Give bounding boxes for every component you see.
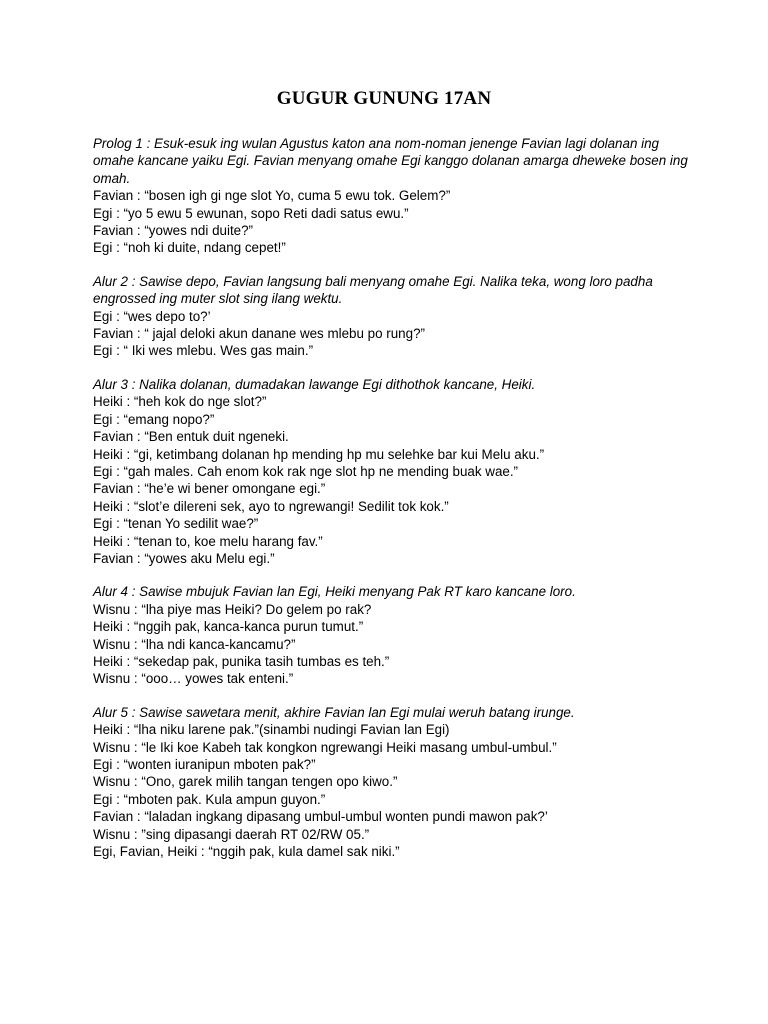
dialogue-line: Heiki : “nggih pak, kanca-kanca purun tumut.” bbox=[93, 619, 364, 635]
section-alur-5 bbox=[93, 704, 693, 861]
dialogue-line: Egi : “tenan Yo sedilit wae?” bbox=[93, 516, 259, 532]
dialogue-line: Heiki : “lha niku larene pak.”(sinambi nudingi Favian lan Egi) bbox=[93, 722, 450, 738]
dialogue-line: Favian : “laladan ingkang dipasang umbul-umbul wonten pundi mawon pak?’ bbox=[93, 809, 548, 825]
dialogue-line: Egi : “yo 5 ewu 5 ewunan, sopo Reti dadi satus ewu.” bbox=[93, 205, 409, 221]
dialogue-line: Favian : “Ben entuk duit ngeneki. bbox=[93, 429, 289, 445]
dialogue-line: Wisnu : ”sing dipasangi daerah RT 02/RW 05.” bbox=[93, 826, 370, 842]
dialogue-line: Heiki : “tenan to, koe melu harang fav.” bbox=[93, 533, 323, 549]
dialogue-line: Favian : “bosen igh gi nge slot Yo, cuma 5 ewu tok. Gelem?” bbox=[93, 188, 451, 204]
section-prolog-1 bbox=[93, 135, 693, 257]
section-alur-2 bbox=[93, 273, 693, 360]
narration: Alur 4 : Sawise mbujuk Favian lan Egi, Heiki menyang Pak RT karo kancane loro. bbox=[93, 584, 576, 600]
dialogue-line: Egi : “mboten pak. Kula ampun guyon.” bbox=[93, 791, 326, 807]
narration: Prolog 1 : Esuk-esuk ing wulan Agustus katon ana nom-noman jenenge Favian lagi dolanan ing omahe kancane yaiku Egi. Favian menyang omahe Egi kanggo dolanan amarga dheweke bosen ing omah. bbox=[93, 136, 688, 186]
dialogue-line: Wisnu : “le Iki koe Kabeh tak kongkon ngrewangi Heiki masang umbul-umbul.” bbox=[93, 739, 557, 755]
narration: Alur 5 : Sawise sawetara menit, akhire Favian lan Egi mulai weruh batang irunge. bbox=[93, 704, 575, 720]
script-body bbox=[93, 135, 693, 876]
dialogue-line: Favian : “yowes aku Melu egi.” bbox=[93, 550, 275, 566]
dialogue-line: Egi : “emang nopo?” bbox=[93, 411, 215, 427]
dialogue-line: Favian : “he’e wi bener omongane egi.” bbox=[93, 481, 326, 497]
dialogue-line: Wisnu : “Ono, garek milih tangan tengen opo kiwo.” bbox=[93, 774, 398, 790]
dialogue-line: Wisnu : “lha ndi kanca-kancamu?” bbox=[93, 636, 296, 652]
dialogue-line: Heiki : “slot’e dilereni sek, ayo to ngrewangi! Sedilit tok kok.” bbox=[93, 498, 449, 514]
dialogue-line: Heiki : “sekedap pak, punika tasih tumbas es teh.” bbox=[93, 653, 390, 669]
section-alur-3 bbox=[93, 376, 693, 567]
dialogue-line: Favian : “ jajal deloki akun danane wes mlebu po rung?” bbox=[93, 326, 425, 342]
dialogue-line: Egi : “wonten iuranipun mboten pak?” bbox=[93, 757, 316, 772]
dialogue-line: Favian : “yowes ndi duite?” bbox=[93, 223, 254, 239]
dialogue-line: Heiki : “gi, ketimbang dolanan hp mending hp mu selehke bar kui Melu aku.” bbox=[93, 446, 545, 462]
dialogue-line: Wisnu : “ooo… yowes tak enteni.” bbox=[93, 671, 294, 687]
dialogue-line: Egi : “wes depo to?’ bbox=[93, 308, 211, 324]
dialogue-line: Egi : “gah males. Cah enom kok rak nge slot hp ne mending buak wae.” bbox=[93, 463, 519, 479]
narration: Alur 3 : Nalika dolanan, dumadakan lawange Egi dithothok kancane, Heiki. bbox=[93, 376, 536, 392]
dialogue-line: Wisnu : “lha piye mas Heiki? Do gelem po rak? bbox=[93, 601, 372, 617]
narration: Alur 2 : Sawise depo, Favian langsung bali menyang omahe Egi. Nalika teka, wong loro padha engrossed ing muter slot sing ilang wektu. bbox=[93, 273, 653, 307]
dialogue-line: Egi : “ Iki wes mlebu. Wes gas main.” bbox=[93, 343, 314, 359]
section-alur-4 bbox=[93, 583, 693, 687]
dialogue-line: Egi : “noh ki duite, ndang cepet!” bbox=[93, 240, 286, 256]
document-title: GUGUR GUNUNG 17AN bbox=[276, 88, 492, 109]
dialogue-line: Heiki : “heh kok do nge slot?” bbox=[93, 394, 267, 410]
dialogue-line: Egi, Favian, Heiki : “nggih pak, kula damel sak niki.” bbox=[93, 844, 400, 860]
